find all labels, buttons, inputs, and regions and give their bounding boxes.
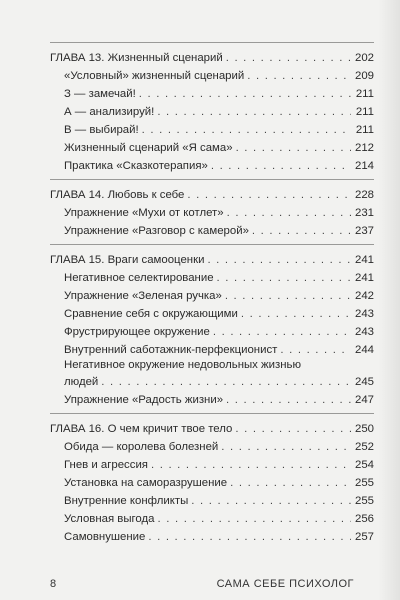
folio-page-number: 8 <box>50 578 57 590</box>
page-number: 250 <box>354 423 374 435</box>
toc-entry <box>50 303 374 321</box>
entry-title: Гнев и агрессия <box>64 459 148 471</box>
chapter-title: ГЛАВА 16. О чем кричит твое тело <box>50 423 233 435</box>
entry-title: Упражнение «Разговор с камерой» <box>64 225 249 237</box>
entry-title: Практика «Сказкотерапия» <box>64 160 208 172</box>
toc-entry <box>50 285 374 303</box>
toc-entry <box>50 436 374 454</box>
page-number: 255 <box>354 477 374 489</box>
entry-title: Фрустрирующее окружение <box>64 326 210 338</box>
page-number: 252 <box>354 441 374 453</box>
dot-leader <box>148 530 351 544</box>
page-footer <box>50 578 354 590</box>
entry-title-line-1: Негативное окружение недовольных жизнью <box>64 359 302 371</box>
dot-leader <box>158 512 352 526</box>
dot-leader <box>247 69 351 83</box>
chapter-13 <box>50 42 374 173</box>
page-number: 247 <box>354 394 374 406</box>
dot-leader <box>139 87 351 101</box>
toc-entry <box>50 137 374 155</box>
dot-leader <box>211 159 351 173</box>
toc-entry <box>50 101 374 119</box>
dot-leader <box>241 307 351 321</box>
entry-title: Внутренние конфликты <box>64 495 189 507</box>
page-number: 237 <box>354 225 374 237</box>
toc-entry <box>50 83 374 101</box>
chapter-16 <box>50 413 374 544</box>
dot-leader <box>191 494 351 508</box>
dot-leader <box>236 141 351 155</box>
chapter-divider <box>50 413 374 414</box>
dot-leader <box>207 253 351 267</box>
toc-entry <box>50 220 374 238</box>
page-number: 211 <box>355 124 374 136</box>
running-title: САМА СЕБЕ ПСИХОЛОГ <box>216 578 354 590</box>
toc-entry <box>50 508 374 526</box>
dot-leader <box>187 188 351 202</box>
entry-title: Условная выгода <box>64 513 155 525</box>
chapter-divider <box>50 244 374 245</box>
entry-title: Упражнение «Зеленая ручка» <box>64 290 222 302</box>
entry-title-line-2-wrap <box>64 373 374 389</box>
toc-entry <box>50 155 374 173</box>
chapter-heading <box>50 184 374 202</box>
toc-entry <box>50 65 374 83</box>
entry-title: А — анализируй! <box>64 106 155 118</box>
dot-leader <box>221 440 351 454</box>
entry-title: Негативное селектирование <box>64 272 214 284</box>
toc-entry <box>50 119 374 137</box>
dot-leader <box>235 422 351 436</box>
page-number: 231 <box>354 207 374 219</box>
entry-title: З — замечай! <box>64 88 136 100</box>
chapter-title: ГЛАВА 13. Жизненный сценарий <box>50 52 223 64</box>
page-number: 214 <box>354 160 374 172</box>
page-number: 228 <box>354 189 374 201</box>
entry-title: Упражнение «Мухи от котлет» <box>64 207 224 219</box>
entry-title: «Условный» жизненный сценарий <box>64 70 245 82</box>
dot-leader <box>280 343 351 357</box>
page-number: 243 <box>354 308 374 320</box>
chapter-14 <box>50 179 374 238</box>
dot-leader <box>226 51 351 65</box>
page-number: 257 <box>354 531 374 543</box>
entry-title: Установка на саморазрушение <box>64 477 228 489</box>
dot-leader <box>227 206 351 220</box>
toc-entry <box>50 490 374 508</box>
page-number: 211 <box>355 106 374 118</box>
toc-entry <box>50 267 374 285</box>
chapter-15 <box>50 244 374 407</box>
chapter-heading <box>50 47 374 65</box>
page-number: 254 <box>354 459 374 471</box>
entry-title: Упражнение «Радость жизни» <box>64 394 224 406</box>
page-number: 244 <box>354 344 374 356</box>
dot-leader <box>213 325 351 339</box>
page-number: 241 <box>354 254 374 266</box>
dot-leader <box>225 289 351 303</box>
entry-title: Сравнение себя с окружающими <box>64 308 238 320</box>
entry-title: В — выбирай! <box>64 124 139 136</box>
page-number: 245 <box>354 376 374 388</box>
page-number: 241 <box>354 272 374 284</box>
toc-entry <box>50 357 374 389</box>
page-number: 243 <box>354 326 374 338</box>
toc-entry <box>50 526 374 544</box>
dot-leader <box>230 476 351 490</box>
page-number: 211 <box>355 88 374 100</box>
page-number: 255 <box>354 495 374 507</box>
toc-entry <box>50 454 374 472</box>
entry-title-line-2: людей <box>64 376 99 388</box>
entry-title: Самовнушение <box>64 531 146 543</box>
toc-entry <box>50 389 374 407</box>
chapter-title: ГЛАВА 14. Любовь к себе <box>50 189 185 201</box>
chapter-divider <box>50 179 374 180</box>
dot-leader <box>101 375 351 389</box>
chapter-title: ГЛАВА 15. Враги самооценки <box>50 254 205 266</box>
toc-entry <box>50 472 374 490</box>
chapter-divider <box>50 42 374 43</box>
dot-leader <box>217 271 351 285</box>
toc-entry <box>50 321 374 339</box>
page-number: 202 <box>354 52 374 64</box>
dot-leader <box>226 393 351 407</box>
page-number: 242 <box>354 290 374 302</box>
table-of-contents <box>50 36 374 544</box>
entry-title: Обида — королева болезней <box>64 441 219 453</box>
toc-entry <box>50 202 374 220</box>
page-number: 212 <box>354 142 374 154</box>
page-edge-shadow <box>378 0 400 600</box>
toc-entry <box>50 339 374 357</box>
dot-leader <box>252 224 351 238</box>
dot-leader <box>157 105 351 119</box>
page-number: 256 <box>354 513 374 525</box>
chapter-heading <box>50 418 374 436</box>
chapter-heading <box>50 249 374 267</box>
dot-leader <box>151 458 351 472</box>
entry-title: Внутренний саботажник-перфекционист <box>64 344 278 356</box>
page-number: 209 <box>354 70 374 82</box>
entry-title: Жизненный сценарий «Я сама» <box>64 142 233 154</box>
dot-leader <box>142 123 351 137</box>
